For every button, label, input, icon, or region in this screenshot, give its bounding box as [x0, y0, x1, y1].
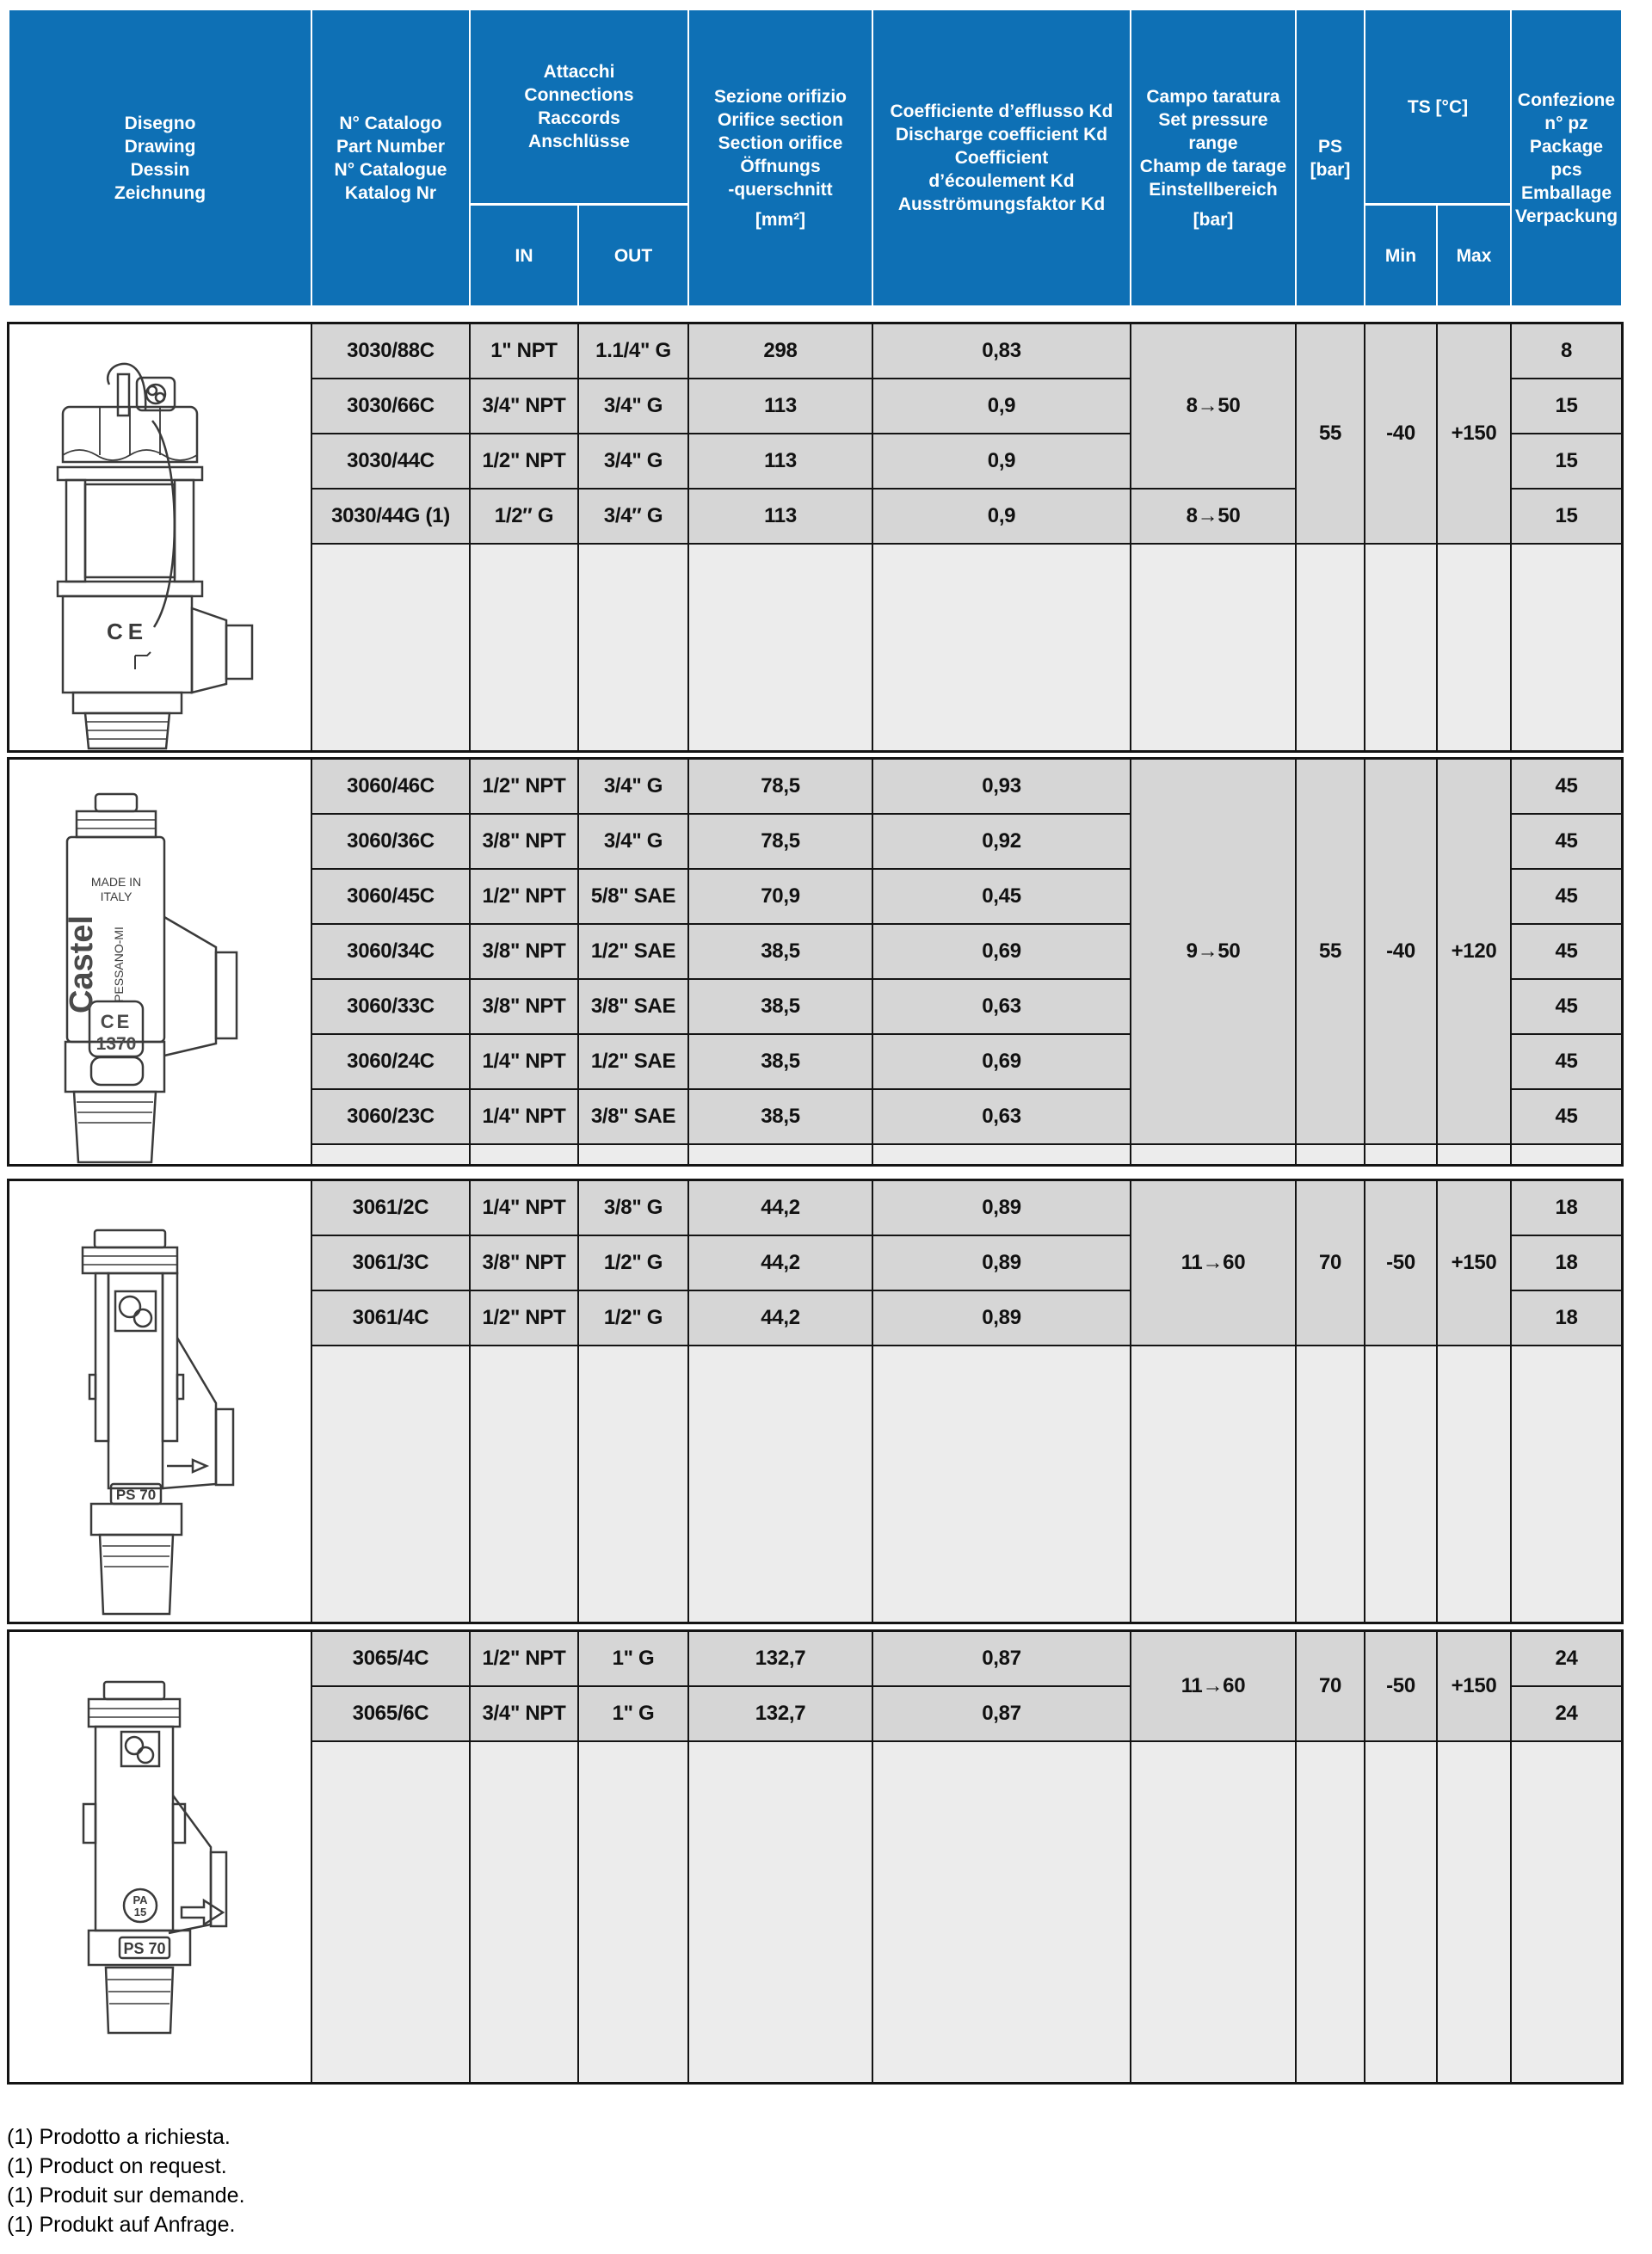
header-line: Part Number — [336, 136, 446, 157]
outlet-connection-cell: 3/4" G — [579, 379, 687, 433]
outlet-connection-cell: 1/2" G — [579, 1291, 687, 1345]
ce-mark-text: CE — [106, 619, 149, 644]
outlet-connection-cell: 1/2" SAE — [579, 925, 687, 978]
empty-cell — [579, 545, 687, 750]
header-line: Emballage — [1520, 182, 1612, 203]
inlet-connection-cell: 1/2" NPT — [471, 870, 577, 923]
header-line: Coefficiente d’efflusso Kd — [890, 102, 1113, 121]
catalog-number-cell: 3060/46C — [312, 760, 469, 813]
ts-min-cell: -40 — [1365, 760, 1436, 1143]
outlet-connection-cell: 3/4" G — [579, 815, 687, 868]
hex-window — [91, 1057, 143, 1085]
empty-cell — [1438, 545, 1510, 750]
header-out — [579, 206, 687, 305]
product-group-3065 — [7, 1629, 1624, 2085]
outlet-connection-cell: 3/4″ G — [579, 490, 687, 543]
inlet-connection-cell: 1/2" NPT — [471, 1291, 577, 1345]
header-discharge-coefficient — [873, 10, 1130, 305]
catalog-number-cell: 3065/4C — [312, 1632, 469, 1685]
ts-min-cell: -40 — [1365, 324, 1436, 543]
orifice-section-cell: 113 — [689, 434, 872, 488]
header-in — [471, 206, 577, 305]
set-pressure-range-cell: 9→50 — [1131, 760, 1295, 1143]
header-ts — [1365, 10, 1510, 203]
header-line: PS — [1317, 136, 1342, 157]
empty-cell — [471, 1145, 577, 1164]
header-line: Ausströmungsfaktor Kd — [897, 194, 1106, 214]
inlet-connection-cell: 1/4" NPT — [471, 1181, 577, 1235]
upper-flange — [89, 1699, 180, 1727]
cap — [96, 794, 137, 811]
discharge-coefficient-cell: 0,87 — [873, 1632, 1130, 1685]
empty-cell — [312, 1742, 469, 2082]
outlet-connection-cell: 1/2" SAE — [579, 1035, 687, 1088]
package-qty-cell: 45 — [1512, 1090, 1621, 1143]
made-in-text: MADE IN — [90, 875, 142, 889]
empty-cell — [873, 545, 1130, 750]
ps-cell: 70 — [1297, 1632, 1364, 1740]
header-line: Zeichnung — [114, 182, 206, 203]
empty-cell — [1365, 1346, 1436, 1622]
site-text: PESSANO-MI — [112, 927, 126, 1002]
empty-cell — [873, 1145, 1130, 1164]
catalog-number-cell: 3030/88C — [312, 324, 469, 378]
valve-drawing-3065-svg — [9, 1632, 311, 2082]
ps70-text: PS 70 — [115, 1487, 157, 1503]
discharge-coefficient-cell: 0,63 — [873, 1090, 1130, 1143]
left-arm — [83, 1804, 96, 1843]
outlet-connection-cell: 3/8" G — [579, 1181, 687, 1235]
package-qty-cell: 24 — [1512, 1687, 1621, 1740]
inlet-connection-cell: 3/8" NPT — [471, 980, 577, 1033]
empty-cell — [1512, 1742, 1621, 2082]
header-line: Einstellbereich — [1149, 179, 1278, 200]
empty-cell — [689, 545, 872, 750]
outlet-connection-cell: 5/8" SAE — [579, 870, 687, 923]
header-line: n° pz — [1544, 113, 1588, 133]
inlet-connection-cell: 1/4" NPT — [471, 1090, 577, 1143]
valve-drawing-3060-svg — [9, 760, 311, 1164]
orifice-section-cell: 132,7 — [689, 1632, 872, 1685]
package-qty-cell: 18 — [1512, 1236, 1621, 1290]
empty-cell — [1297, 1145, 1364, 1164]
body-left-column — [96, 1273, 108, 1441]
lower-flange — [58, 582, 202, 596]
header-line: [bar] — [1310, 159, 1351, 180]
header-line: Attacchi — [543, 62, 615, 82]
empty-cell — [1512, 545, 1621, 750]
package-qty-cell: 45 — [1512, 870, 1621, 923]
empty-cell — [873, 1346, 1130, 1622]
discharge-coefficient-cell: 0,63 — [873, 980, 1130, 1033]
header-line: [mm²] — [755, 209, 806, 230]
discharge-coefficient-cell: 0,69 — [873, 1035, 1130, 1088]
inlet-connection-cell: 3/4" NPT — [471, 379, 577, 433]
orifice-section-cell: 70,9 — [689, 870, 872, 923]
empty-cell — [1297, 545, 1364, 750]
header-line: Connections — [524, 85, 634, 105]
footnote: (1) Product on request. — [7, 2154, 227, 2178]
ps-cell: 55 — [1297, 760, 1364, 1143]
orifice-section-cell: 44,2 — [689, 1181, 872, 1235]
outlet-connection-cell: 3/4" G — [579, 434, 687, 488]
right-notch — [177, 1375, 183, 1399]
header-line: range — [1188, 132, 1238, 153]
empty-cell — [1512, 1346, 1621, 1622]
valve-drawing-3030 — [9, 324, 311, 750]
orifice-section-cell: 44,2 — [689, 1291, 872, 1345]
empty-cell — [689, 1742, 872, 2082]
discharge-coefficient-cell: 0,89 — [873, 1236, 1130, 1290]
inlet-connection-cell: 3/4" NPT — [471, 1687, 577, 1740]
catalog-number-cell: 3060/33C — [312, 980, 469, 1033]
flow-arrow — [182, 1900, 223, 1925]
header-line: Disegno — [124, 113, 196, 133]
valve-body — [63, 596, 192, 693]
footnote: (1) Produkt auf Anfrage. — [7, 2213, 236, 2237]
upper-flange — [83, 1247, 177, 1273]
ts-max-cell: +150 — [1438, 1632, 1510, 1740]
header-line: Coefficient — [954, 148, 1049, 168]
header-line: IN — [515, 245, 533, 266]
logo-circle-1 — [126, 1737, 143, 1754]
empty-cell — [1438, 1145, 1510, 1164]
orifice-section-cell: 38,5 — [689, 925, 872, 978]
valve-drawing-3065 — [9, 1632, 311, 2082]
header-line: Orifice section — [718, 109, 843, 130]
product-group-3030 — [7, 322, 1624, 753]
outlet-connection-cell: 3/8" SAE — [579, 980, 687, 1033]
header-line: pcs — [1550, 159, 1582, 180]
upper-flange — [58, 467, 202, 480]
inlet-connection-cell: 1/2″ G — [471, 490, 577, 543]
empty-cell — [471, 545, 577, 750]
neck — [73, 693, 182, 713]
bonnet-left-column — [66, 480, 85, 582]
valve-drawing-3030-svg — [9, 324, 311, 750]
ps-cell: 55 — [1297, 324, 1364, 543]
discharge-coefficient-cell: 0,69 — [873, 925, 1130, 978]
catalog-number-cell: 3065/6C — [312, 1687, 469, 1740]
body-right-column — [163, 1273, 177, 1441]
table-header — [7, 10, 1624, 305]
catalog-number-cell: 3060/45C — [312, 870, 469, 923]
header-line: Min — [1384, 245, 1417, 266]
engraving-mark — [135, 652, 151, 669]
header-line: Max — [1456, 245, 1492, 266]
footnote: (1) Produit sur demande. — [7, 2183, 245, 2208]
empty-cell — [1131, 1742, 1295, 2082]
empty-cell — [1365, 545, 1436, 750]
notified-body-text: 1370 — [96, 1034, 137, 1054]
orifice-section-cell: 38,5 — [689, 1090, 872, 1143]
ps70-text: PS 70 — [123, 1940, 166, 1957]
outlet-connection-cell: 1/2" G — [579, 1236, 687, 1290]
discharge-coefficient-cell: 0,93 — [873, 760, 1130, 813]
package-qty-cell: 45 — [1512, 815, 1621, 868]
logo-circle-2 — [138, 1747, 153, 1763]
wire-clamp — [118, 374, 129, 416]
product-group-3060 — [7, 757, 1624, 1167]
header-line: Öffnungs — [740, 156, 821, 176]
discharge-coefficient-cell: 0,89 — [873, 1181, 1130, 1235]
catalog-number-cell: 3060/23C — [312, 1090, 469, 1143]
flow-arrow-head — [193, 1460, 206, 1472]
header-line: Anschlüsse — [528, 132, 630, 151]
upper-flange — [77, 811, 156, 837]
ts-max-cell: +120 — [1438, 760, 1510, 1143]
bonnet-window — [85, 484, 175, 577]
product-group-3061 — [7, 1179, 1624, 1624]
footnote: (1) Prodotto a richiesta. — [7, 2125, 231, 2149]
header-part-number — [312, 10, 469, 305]
cap — [95, 1230, 165, 1247]
empty-cell — [1438, 1346, 1510, 1622]
outlet-port — [192, 608, 226, 693]
outlet-funnel — [164, 917, 216, 1056]
empty-cell — [579, 1346, 687, 1622]
catalog-number-cell: 3030/44C — [312, 434, 469, 488]
outlet-stub — [226, 625, 252, 679]
set-pressure-range-cell: 8→50 — [1131, 324, 1295, 488]
package-qty-cell: 8 — [1512, 324, 1621, 378]
header-line: Sezione orifizio — [713, 86, 847, 107]
left-notch — [89, 1375, 96, 1399]
inlet-connection-cell: 1/2" NPT — [471, 434, 577, 488]
header-drawing — [9, 10, 311, 305]
outlet-port — [169, 1795, 211, 1933]
catalog-number-cell: 3030/66C — [312, 379, 469, 433]
empty-cell — [689, 1145, 872, 1164]
catalog-number-cell: 3061/4C — [312, 1291, 469, 1345]
header-line: Katalog Nr — [344, 182, 437, 203]
empty-cell — [1297, 1742, 1364, 2082]
discharge-coefficient-cell: 0,9 — [873, 434, 1130, 488]
hex-section — [91, 1504, 182, 1535]
orifice-section-cell: 113 — [689, 490, 872, 543]
discharge-coefficient-cell: 0,9 — [873, 379, 1130, 433]
empty-cell — [1131, 545, 1295, 750]
discharge-coefficient-cell: 0,9 — [873, 490, 1130, 543]
header-ts-min — [1365, 206, 1436, 305]
package-qty-cell: 45 — [1512, 925, 1621, 978]
empty-cell — [579, 1742, 687, 2082]
outlet-connection-cell: 3/4" G — [579, 760, 687, 813]
catalog-number-cell: 3060/36C — [312, 815, 469, 868]
ts-min-cell: -50 — [1365, 1181, 1436, 1345]
header-line: Package — [1529, 136, 1604, 157]
discharge-coefficient-cell: 0,45 — [873, 870, 1130, 923]
package-qty-cell: 18 — [1512, 1291, 1621, 1345]
brand-text: Castel — [64, 915, 100, 1014]
outlet-connection-cell: 1" G — [579, 1632, 687, 1685]
empty-cell — [1297, 1346, 1364, 1622]
ce-mark-text: CE — [100, 1011, 133, 1032]
package-qty-cell: 18 — [1512, 1181, 1621, 1235]
ts-max-cell: +150 — [1438, 324, 1510, 543]
header-line: Campo taratura — [1146, 86, 1280, 107]
empty-cell — [471, 1742, 577, 2082]
footnotes — [7, 2122, 1624, 2239]
header-set-pressure-range — [1131, 10, 1295, 305]
seal-wire-hook — [108, 364, 145, 410]
outlet-connection-cell: 1.1/4" G — [579, 324, 687, 378]
set-pressure-range-cell: 11→60 — [1131, 1632, 1295, 1740]
empty-cell — [312, 545, 469, 750]
header-line: d’écoulement Kd — [928, 171, 1075, 191]
catalog-number-cell: 3061/3C — [312, 1236, 469, 1290]
empty-cell — [689, 1346, 872, 1622]
orifice-section-cell: 298 — [689, 324, 872, 378]
ps-cell: 70 — [1297, 1181, 1364, 1345]
bonnet-right-column — [175, 480, 194, 582]
header-connections — [471, 10, 687, 203]
orifice-section-cell: 44,2 — [689, 1236, 872, 1290]
empty-cell — [1131, 1346, 1295, 1622]
ts-max-cell: +150 — [1438, 1181, 1510, 1345]
header-line: [bar] — [1193, 209, 1234, 230]
outlet-stub — [216, 1409, 233, 1485]
catalog-number-cell: 3061/2C — [312, 1181, 469, 1235]
package-qty-cell: 24 — [1512, 1632, 1621, 1685]
logo-circle-1 — [120, 1296, 140, 1317]
valve-drawing-3060 — [9, 760, 311, 1164]
threaded-stub — [100, 1535, 173, 1614]
header-line: Set pressure — [1158, 109, 1268, 130]
valve-drawing-3061-svg — [9, 1181, 311, 1622]
header-ps — [1297, 10, 1364, 305]
italy-text: ITALY — [100, 890, 133, 903]
empty-cell — [312, 1346, 469, 1622]
header-line: -querschnitt — [728, 179, 833, 200]
header-orifice-section — [689, 10, 872, 305]
header-line: N° Catalogue — [334, 159, 447, 180]
package-qty-cell: 45 — [1512, 760, 1621, 813]
ts-min-cell: -50 — [1365, 1632, 1436, 1740]
header-line: N° Catalogo — [339, 113, 442, 133]
discharge-coefficient-cell: 0,92 — [873, 815, 1130, 868]
inlet-connection-cell: 3/8" NPT — [471, 925, 577, 978]
empty-cell — [873, 1742, 1130, 2082]
discharge-coefficient-cell: 0,89 — [873, 1291, 1130, 1345]
header-line: TS [°C] — [1407, 96, 1469, 117]
empty-cell — [1365, 1742, 1436, 2082]
package-qty-cell: 15 — [1512, 379, 1621, 433]
inlet-connection-cell: 3/8" NPT — [471, 1236, 577, 1290]
inlet-connection-cell: 3/8" NPT — [471, 815, 577, 868]
inlet-connection-cell: 1/2" NPT — [471, 1632, 577, 1685]
header-line: Raccords — [538, 108, 620, 128]
header-ts-max — [1438, 206, 1510, 305]
set-pressure-range-cell: 8→50 — [1131, 490, 1295, 543]
package-qty-cell: 45 — [1512, 1035, 1621, 1088]
threaded-stub — [106, 1968, 173, 2033]
header-line: Drawing — [124, 136, 196, 157]
header-package — [1512, 10, 1621, 305]
package-qty-cell: 15 — [1512, 434, 1621, 488]
outlet-connection-cell: 3/8" SAE — [579, 1090, 687, 1143]
header-line: OUT — [613, 245, 653, 266]
orifice-section-cell: 38,5 — [689, 980, 872, 1033]
catalog-number-cell: 3030/44G (1) — [312, 490, 469, 543]
pa15-text: 15 — [133, 1906, 147, 1918]
orifice-section-cell: 38,5 — [689, 1035, 872, 1088]
catalog-number-cell: 3060/24C — [312, 1035, 469, 1088]
orifice-section-cell: 132,7 — [689, 1687, 872, 1740]
inlet-connection-cell: 1" NPT — [471, 324, 577, 378]
inlet-connection-cell: 1/2" NPT — [471, 760, 577, 813]
empty-cell — [1438, 1742, 1510, 2082]
empty-cell — [1131, 1145, 1295, 1164]
header-line: Champ de tarage — [1139, 156, 1287, 176]
outlet-connection-cell: 1" G — [579, 1687, 687, 1740]
header-line: Confezione — [1517, 89, 1616, 110]
package-qty-cell: 15 — [1512, 490, 1621, 543]
header-line: Discharge coefficient Kd — [895, 125, 1108, 145]
empty-cell — [312, 1145, 469, 1164]
discharge-coefficient-cell: 0,83 — [873, 324, 1130, 378]
cap — [104, 1682, 164, 1699]
orifice-section-cell: 78,5 — [689, 815, 872, 868]
header-line: Section orifice — [718, 132, 843, 153]
set-pressure-range-cell: 11→60 — [1131, 1181, 1295, 1345]
catalog-number-cell: 3060/34C — [312, 925, 469, 978]
inlet-connection-cell: 1/4" NPT — [471, 1035, 577, 1088]
outlet-stub — [216, 952, 237, 1038]
orifice-section-cell: 78,5 — [689, 760, 872, 813]
logo-circle-2 — [134, 1309, 151, 1327]
valve-body-center — [108, 1273, 163, 1488]
header-line: Dessin — [130, 159, 190, 180]
empty-cell — [471, 1346, 577, 1622]
valve-drawing-3061 — [9, 1181, 311, 1622]
pa-text: PA — [133, 1894, 148, 1906]
orifice-section-cell: 113 — [689, 379, 872, 433]
empty-cell — [1512, 1145, 1621, 1164]
catalog-table — [7, 10, 1624, 2239]
discharge-coefficient-cell: 0,87 — [873, 1687, 1130, 1740]
empty-cell — [579, 1145, 687, 1164]
header-line: Verpackung — [1514, 206, 1618, 226]
package-qty-cell: 45 — [1512, 980, 1621, 1033]
empty-cell — [1365, 1145, 1436, 1164]
